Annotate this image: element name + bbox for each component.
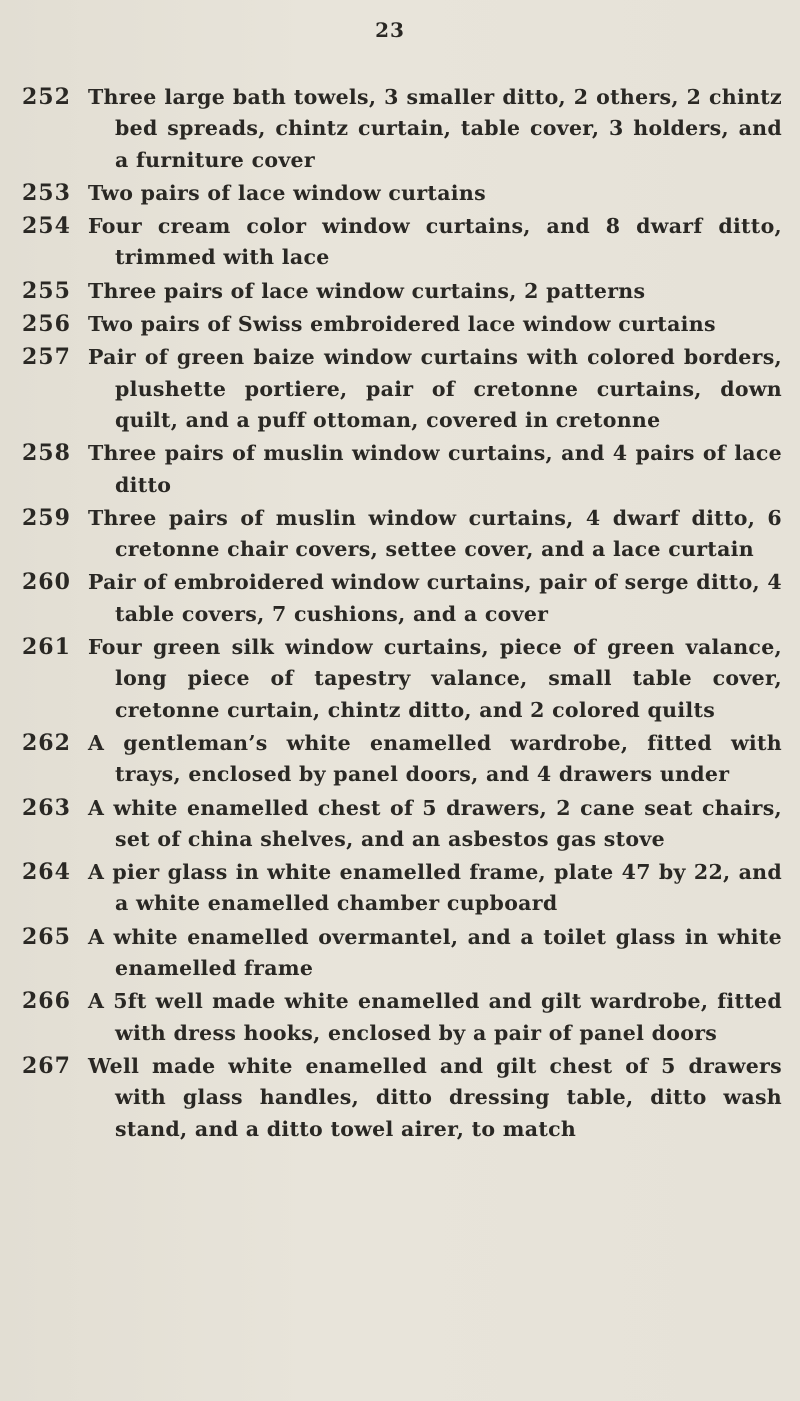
lot-description: A white enamelled overmantel, and a toilet glass in white enamelled frame xyxy=(88,924,782,981)
lot-item xyxy=(0,728,800,791)
lot-description: Three pairs of muslin window curtains, 4 dwarf ditto, 6 cretonne chair covers, settee cover, and a lace curtain xyxy=(88,505,782,562)
lot-item xyxy=(0,503,800,566)
lot-number: 263 xyxy=(22,794,71,821)
lot-item xyxy=(0,309,800,340)
lot-item xyxy=(0,857,800,920)
lot-item xyxy=(0,986,800,1049)
lot-number: 252 xyxy=(22,84,71,110)
lot-description: A 5ft well made white enamelled and gilt wardrobe, fitted with dress hooks, enclosed by a pair of panel doors xyxy=(88,989,782,1045)
lot-number: 262 xyxy=(22,729,71,756)
lot-description: Two pairs of lace window curtains xyxy=(88,180,486,205)
lot-item xyxy=(0,82,800,176)
lot-item xyxy=(0,178,800,209)
lot-description: Three pairs of muslin window curtains, and 4 pairs of lace ditto xyxy=(88,441,782,497)
lot-description: Well made white enamelled and gilt chest of 5 drawers with glass handles, ditto dressing table, ditto wash stand, and a ditto towel airer, to match xyxy=(88,1053,782,1141)
lot-item xyxy=(0,438,800,501)
lot-number: 266 xyxy=(22,988,71,1015)
lot-description: Pair of embroidered window curtains, pair of serge ditto, 4 table covers, 7 cushions, and a cover xyxy=(88,570,782,626)
lot-number: 267 xyxy=(22,1052,71,1079)
lot-description: Four cream color window curtains, and 8 dwarf ditto, trimmed with lace xyxy=(88,214,782,270)
lot-description: Four green silk window curtains, piece of green valance, long piece of tapestry valance, small table cover, cretonne curtain, chintz ditto, and 2 colored quilts xyxy=(88,635,782,722)
lot-description: Three pairs of lace window curtains, 2 patterns xyxy=(88,278,646,303)
lot-description: Two pairs of Swiss embroidered lace window curtains xyxy=(88,312,716,337)
lot-item xyxy=(0,211,800,274)
lot-number: 260 xyxy=(22,569,71,596)
lot-item xyxy=(0,1051,800,1145)
lot-number: 257 xyxy=(22,344,71,371)
lot-item xyxy=(0,567,800,630)
lot-item xyxy=(0,632,800,726)
lot-number: 258 xyxy=(22,440,71,467)
lot-number: 254 xyxy=(22,213,71,240)
lot-description: Three large bath towels, 3 smaller ditto, 2 others, 2 chintz bed spreads, chintz curtain, table cover, 3 holders, and a furniture cover xyxy=(88,85,782,172)
lot-number: 261 xyxy=(22,634,71,661)
lot-description: A white enamelled chest of 5 drawers, 2 cane seat chairs, set of china shelves, and an asbestos gas stove xyxy=(88,795,782,851)
lot-number: 259 xyxy=(22,504,71,531)
lot-description: A gentleman’s white enamelled wardrobe, fitted with trays, enclosed by panel doors, and 4 drawers under xyxy=(88,730,782,787)
lot-list xyxy=(0,82,800,1147)
lot-description: A pier glass in white enamelled frame, plate 47 by 22, and a white enamelled chamber cupboard xyxy=(88,860,782,916)
lot-item xyxy=(0,342,800,436)
lot-item xyxy=(0,922,800,985)
lot-number: 256 xyxy=(22,311,71,338)
lot-number: 265 xyxy=(22,923,71,950)
lot-number: 253 xyxy=(22,179,71,206)
lot-number: 264 xyxy=(22,859,71,886)
page-number: 23 xyxy=(375,18,405,42)
lot-description: Pair of green baize window curtains with colored borders, plushette portiere, pair of cretonne curtains, down quilt, and a puff ottoman, covered in cretonne xyxy=(88,345,782,432)
lot-item xyxy=(0,793,800,856)
lot-item xyxy=(0,276,800,307)
lot-number: 255 xyxy=(22,277,71,304)
